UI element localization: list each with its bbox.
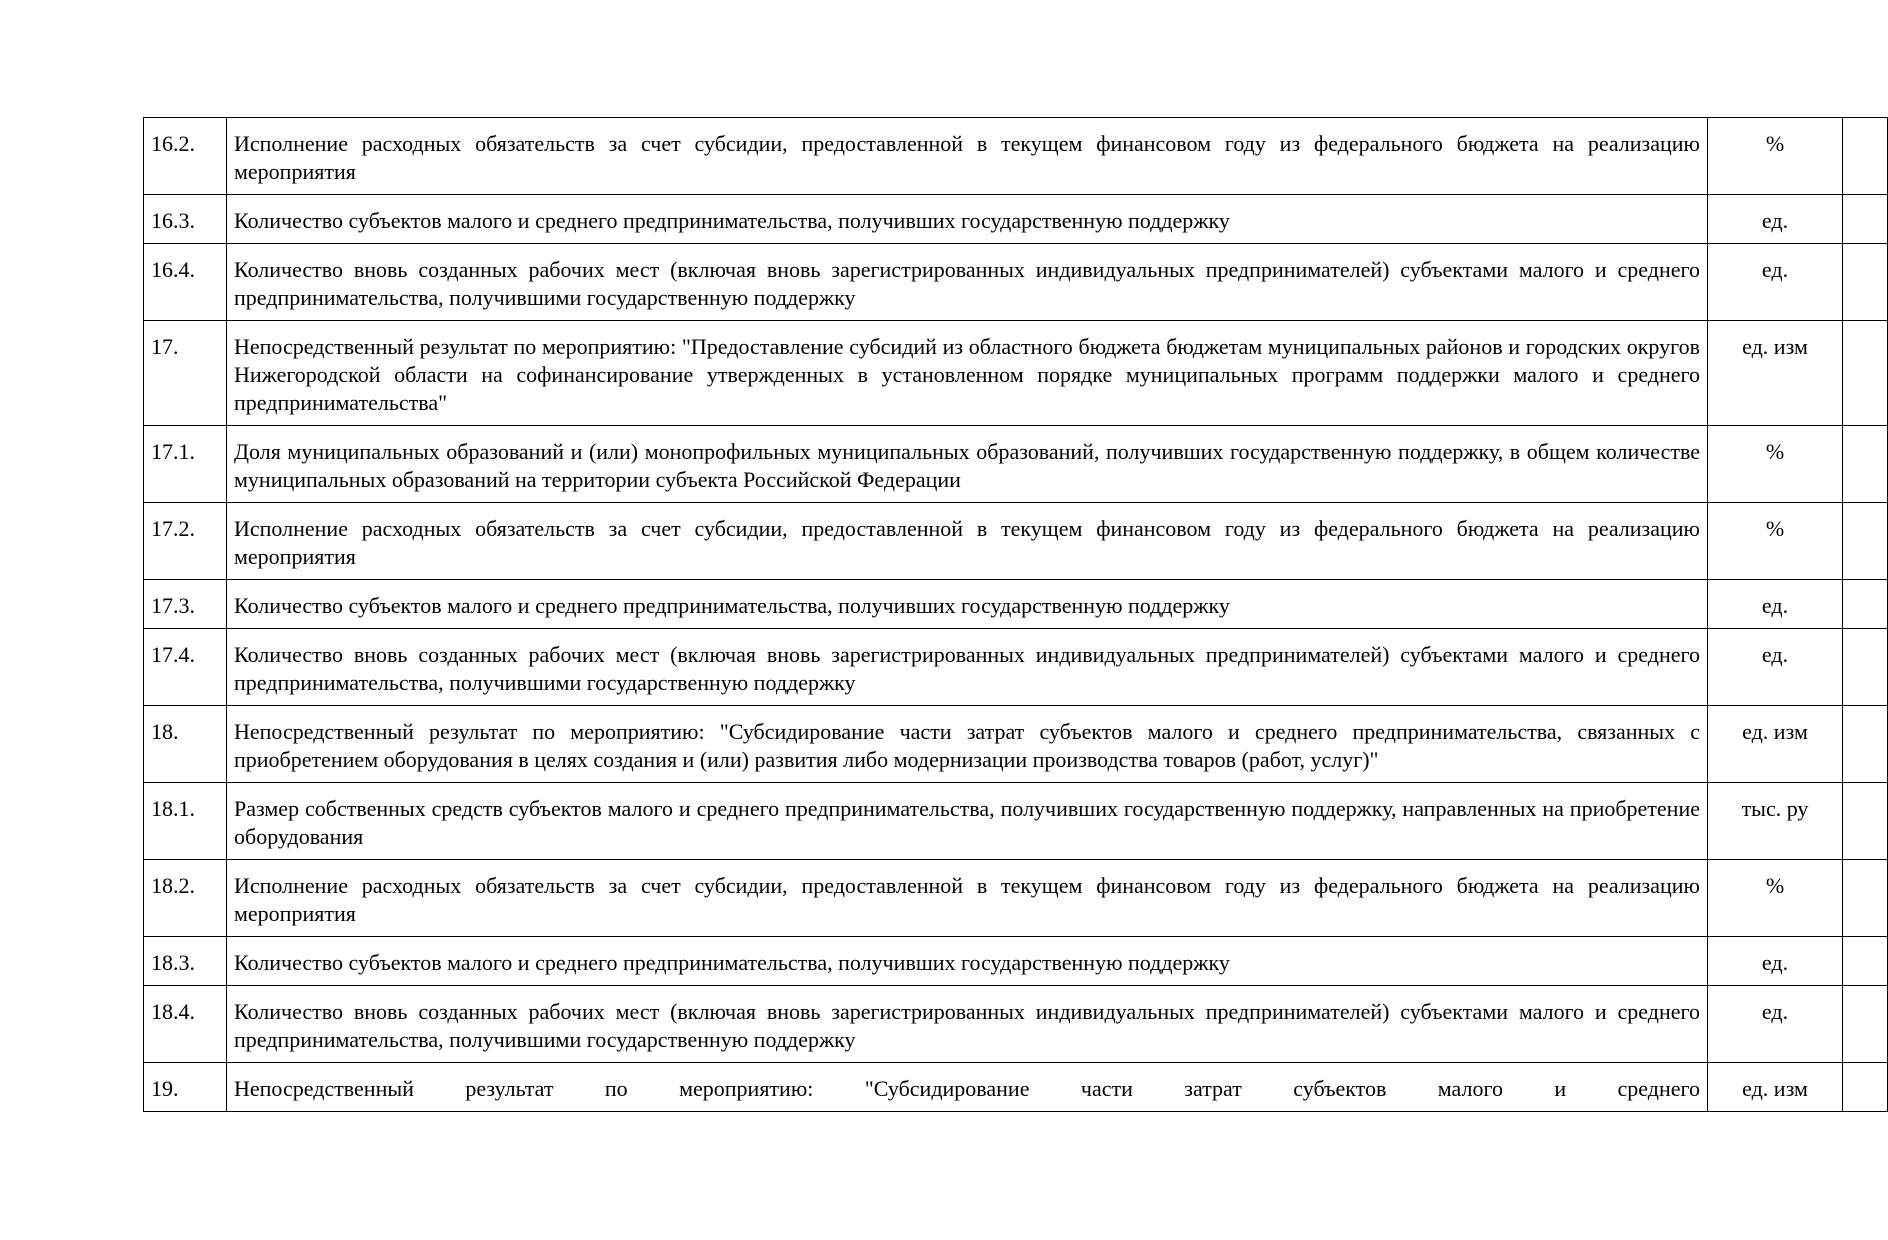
- row-overflow-cell: [1843, 244, 1888, 321]
- row-unit: тыс. ру: [1708, 783, 1843, 860]
- row-number: 17.: [144, 321, 227, 426]
- row-description: Количество субъектов малого и среднего предпринимательства, получивших государственную поддержку: [227, 195, 1708, 244]
- row-description: Количество вновь созданных рабочих мест (включая вновь зарегистрированных индивидуальных предпринимателей) субъектами малого и среднего предпринимательства, получившими государственную поддержку: [227, 244, 1708, 321]
- row-number: 16.3.: [144, 195, 227, 244]
- row-overflow-cell: [1843, 986, 1888, 1063]
- row-description: Исполнение расходных обязательств за счет субсидии, предоставленной в текущем финансовом году из федерального бюджета на реализацию мероприятия: [227, 118, 1708, 195]
- row-unit: %: [1708, 503, 1843, 580]
- row-unit: %: [1708, 118, 1843, 195]
- row-overflow-cell: [1843, 629, 1888, 706]
- table-row: [144, 783, 1888, 860]
- row-overflow-cell: [1843, 580, 1888, 629]
- table-row: [144, 986, 1888, 1063]
- table-row: [144, 244, 1888, 321]
- row-overflow-cell: [1843, 321, 1888, 426]
- table-row: [144, 118, 1888, 195]
- row-number: 18.4.: [144, 986, 227, 1063]
- row-overflow-cell: [1843, 426, 1888, 503]
- row-number: 18.2.: [144, 860, 227, 937]
- row-overflow-cell: [1843, 1063, 1888, 1112]
- row-overflow-cell: [1843, 118, 1888, 195]
- row-description: Непосредственный результат по мероприятию: "Субсидирование части затрат субъектов малого и среднего: [227, 1063, 1708, 1112]
- table-row: [144, 860, 1888, 937]
- row-unit: ед. изм: [1708, 321, 1843, 426]
- table-row: [144, 706, 1888, 783]
- row-number: 18.3.: [144, 937, 227, 986]
- row-unit: ед.: [1708, 195, 1843, 244]
- row-description: Количество субъектов малого и среднего предпринимательства, получивших государственную поддержку: [227, 580, 1708, 629]
- row-number: 17.4.: [144, 629, 227, 706]
- row-unit: ед.: [1708, 244, 1843, 321]
- row-unit: ед.: [1708, 937, 1843, 986]
- row-number: 16.4.: [144, 244, 227, 321]
- indicator-table: [143, 117, 1888, 1112]
- row-unit: %: [1708, 426, 1843, 503]
- row-unit: ед. изм: [1708, 1063, 1843, 1112]
- row-unit: %: [1708, 860, 1843, 937]
- row-number: 17.1.: [144, 426, 227, 503]
- row-description: Непосредственный результат по мероприятию: "Субсидирование части затрат субъектов малого и среднего предпринимательства, связанных с приобретением оборудования в целях создания и (или) развития либо модернизации производства товаров (работ, услуг)": [227, 706, 1708, 783]
- row-number: 17.3.: [144, 580, 227, 629]
- row-description: Количество вновь созданных рабочих мест (включая вновь зарегистрированных индивидуальных предпринимателей) субъектами малого и среднего предпринимательства, получившими государственную поддержку: [227, 986, 1708, 1063]
- table-row: [144, 503, 1888, 580]
- table-row: [144, 1063, 1888, 1112]
- row-description: Количество вновь созданных рабочих мест (включая вновь зарегистрированных индивидуальных предпринимателей) субъектами малого и среднего предпринимательства, получившими государственную поддержку: [227, 629, 1708, 706]
- row-description: Доля муниципальных образований и (или) монопрофильных муниципальных образований, получивших государственную поддержку, в общем количестве муниципальных образований на территории субъекта Российской Федерации: [227, 426, 1708, 503]
- row-unit: ед. изм: [1708, 706, 1843, 783]
- row-overflow-cell: [1843, 783, 1888, 860]
- row-description: Количество субъектов малого и среднего предпринимательства, получивших государственную поддержку: [227, 937, 1708, 986]
- row-unit: ед.: [1708, 629, 1843, 706]
- table-row: [144, 937, 1888, 986]
- row-overflow-cell: [1843, 503, 1888, 580]
- table-row: [144, 195, 1888, 244]
- row-number: 16.2.: [144, 118, 227, 195]
- row-description: Размер собственных средств субъектов малого и среднего предпринимательства, получивших государственную поддержку, направленных на приобретение оборудования: [227, 783, 1708, 860]
- row-unit: ед.: [1708, 580, 1843, 629]
- row-unit: ед.: [1708, 986, 1843, 1063]
- row-overflow-cell: [1843, 937, 1888, 986]
- row-overflow-cell: [1843, 860, 1888, 937]
- row-description: Непосредственный результат по мероприятию: "Предоставление субсидий из областного бюджета бюджетам муниципальных районов и городских округов Нижегородской области на софинансирование утвержденных в установленном порядке муниципальных программ поддержки малого и среднего предпринимательства": [227, 321, 1708, 426]
- row-number: 19.: [144, 1063, 227, 1112]
- row-number: 17.2.: [144, 503, 227, 580]
- row-description: Исполнение расходных обязательств за счет субсидии, предоставленной в текущем финансовом году из федерального бюджета на реализацию мероприятия: [227, 503, 1708, 580]
- row-number: 18.1.: [144, 783, 227, 860]
- table-row: [144, 629, 1888, 706]
- table-row: [144, 580, 1888, 629]
- row-number: 18.: [144, 706, 227, 783]
- row-description: Исполнение расходных обязательств за счет субсидии, предоставленной в текущем финансовом году из федерального бюджета на реализацию мероприятия: [227, 860, 1708, 937]
- row-overflow-cell: [1843, 195, 1888, 244]
- table-row: [144, 426, 1888, 503]
- table-row: [144, 321, 1888, 426]
- row-overflow-cell: [1843, 706, 1888, 783]
